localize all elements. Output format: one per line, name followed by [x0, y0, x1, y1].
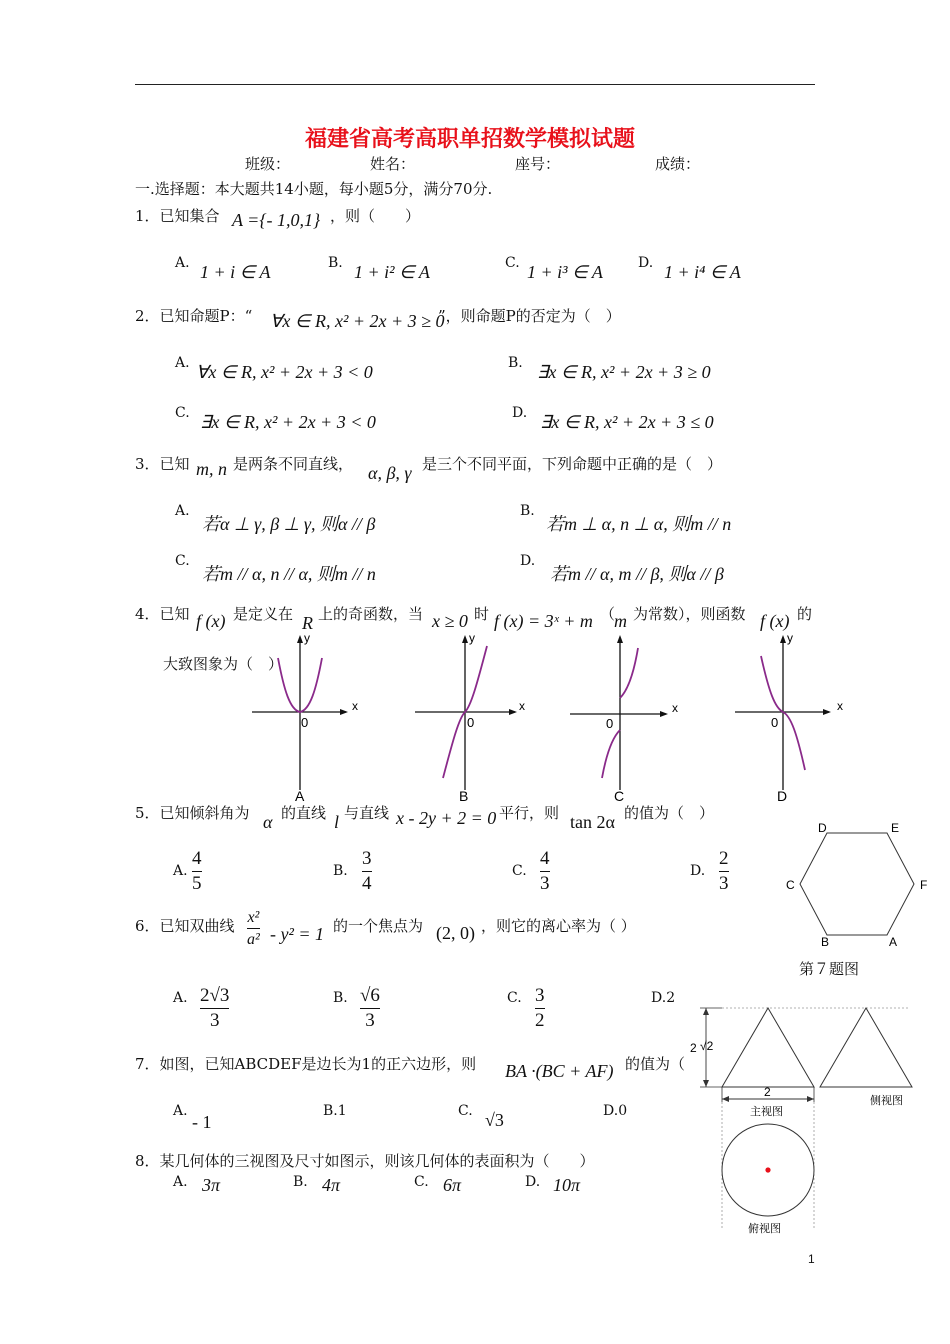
q7-option-d-key: D.	[603, 1103, 619, 1119]
hexagon-vertex-d: D	[818, 821, 827, 835]
q4-graph-b-origin: 0	[467, 715, 475, 730]
hexagon-figure	[782, 818, 928, 968]
q6-option-c-key: C.	[507, 990, 522, 1006]
q4-graph-a	[252, 630, 362, 804]
q1-option-d-key: D.	[638, 255, 654, 271]
q3-expr-planes: α, β, γ	[368, 463, 412, 483]
q4-graph-b-x-label: x	[519, 699, 525, 713]
q2-option-d-key: D.	[512, 405, 528, 421]
q5-text-5: 的值为（ ）	[624, 804, 715, 822]
hexagon-vertex-c: C	[786, 878, 795, 892]
q4-expr-fx: f (x) = 3ˣ + m	[494, 611, 593, 631]
hexagon-vertex-f: F	[920, 878, 928, 892]
q8-stem: 8．某几何体的三视图及尺寸如图示，则该几何体的表面积为（ ）	[135, 1152, 595, 1170]
q6-expr-focus: (2, 0)	[436, 923, 475, 943]
q5-option-c-key: C.	[512, 863, 527, 879]
q3-option-a: 若α ⊥ γ, β ⊥ γ, 则α // β	[202, 514, 376, 534]
q4-graph-c	[570, 630, 685, 804]
q3-option-b: 若m ⊥ α, n ⊥ α, 则m // n	[546, 514, 732, 534]
q7-text-1: 7．如图，已知ABCDEF是边长为1的正六边形，则	[135, 1055, 477, 1073]
q2-tail: ”，则命题P的否定为（ ）	[438, 307, 621, 325]
q6-option-b-num: √6	[360, 985, 380, 1006]
q4-graph-a-origin: 0	[301, 715, 309, 730]
field-class: 班级：	[245, 155, 291, 173]
q5-option-b	[362, 848, 372, 895]
q1-option-c: 1 + i³ ∈ A	[527, 262, 603, 282]
page-number: 1	[808, 1252, 815, 1266]
q4-graph-a-x-label: x	[352, 699, 358, 713]
q3-option-b-key: B.	[520, 503, 535, 519]
q8-option-c: 6π	[443, 1175, 462, 1195]
q6-text-1: 6．已知双曲线	[135, 917, 235, 935]
q4-expr-f: f (x)	[196, 611, 226, 631]
q6-expr-rest: - y² = 1	[270, 924, 325, 944]
q4-text-6: 为常数），则函数	[633, 605, 746, 623]
height-label-root: √2	[700, 1039, 714, 1053]
q6-frac-num: x²	[247, 909, 260, 926]
hexagon-vertex-e: E	[891, 821, 900, 835]
height-label-coef: 2	[690, 1041, 697, 1055]
q7-option-b-key: B.	[323, 1103, 338, 1119]
q5-option-a-den: 5	[192, 873, 202, 894]
q1-expr: A ={- 1,0,1}	[232, 210, 321, 230]
q2-option-d: ∃x ∈ R, x² + 2x + 3 ≤ 0	[540, 412, 714, 432]
field-name: 姓名：	[370, 155, 416, 173]
q7-option-b	[323, 1103, 347, 1119]
page-title: 福建省高考高职单招数学模拟试题	[305, 126, 636, 152]
q4-graph-c-origin: 0	[606, 716, 614, 731]
q8-option-a-key: A.	[173, 1174, 188, 1190]
q5-option-c	[540, 848, 550, 895]
q5-option-b-num: 3	[362, 848, 372, 869]
q4-text-5: （	[600, 605, 616, 623]
q3-option-a-key: A.	[175, 503, 190, 519]
q1-tail: ，则（ ）	[330, 207, 421, 225]
q5-option-d-key: D.	[690, 863, 706, 879]
q5-option-c-den: 3	[540, 873, 550, 894]
q8-option-a: 3π	[202, 1175, 221, 1195]
q7-option-b-value: 1	[337, 1103, 347, 1119]
q6-option-c-num: 3	[535, 985, 545, 1006]
q8-option-b-key: B.	[293, 1174, 308, 1190]
q8-option-b: 4π	[322, 1175, 341, 1195]
q3-option-d-key: D.	[520, 553, 536, 569]
q4-graph-b	[415, 630, 530, 804]
q5-text-3: 与直线	[344, 804, 390, 822]
width-label: 2	[764, 1085, 771, 1099]
q5-text-2: 的直线	[281, 804, 327, 822]
q4-graph-d-x-label: x	[837, 699, 843, 713]
q6-option-d-key: D.	[651, 990, 667, 1006]
q1-option-a: 1 + i ∈ A	[200, 262, 271, 282]
q7-option-a-key: A.	[173, 1103, 188, 1119]
hexagon-vertex-b: B	[821, 935, 830, 949]
field-seat: 座号：	[515, 155, 561, 173]
q6-option-c-den: 2	[535, 1010, 545, 1031]
q7-option-d	[603, 1103, 627, 1119]
q6-text-3: ，则它的离心率为（ ）	[481, 917, 636, 935]
q5-option-b-den: 4	[362, 873, 372, 894]
q4-graph-a-y-label: y	[304, 631, 310, 645]
q6-option-a-den: 3	[209, 1010, 220, 1031]
q4-text-3: 上的奇函数，当	[318, 605, 424, 623]
q1-option-a-key: A.	[175, 255, 190, 271]
q4-graph-a-label: A	[295, 788, 305, 804]
q5-option-a	[192, 848, 202, 895]
q7-option-c: √3	[485, 1110, 504, 1130]
q3-option-c-key: C.	[175, 553, 190, 569]
q2-option-c-key: C.	[175, 405, 190, 421]
q4-graph-d-label: D	[777, 788, 788, 804]
q1-option-d: 1 + i⁴ ∈ A	[664, 262, 741, 282]
q5-option-c-num: 4	[540, 848, 550, 869]
section-heading: 一.选择题：本大题共14小题，每小题5分，满分70分.	[135, 180, 493, 198]
q4-expr-f2: f (x)	[760, 611, 790, 631]
q4-expr-m: m	[614, 611, 627, 631]
q6-option-a-num: 2√3	[200, 985, 230, 1006]
q3-tail: 是三个不同平面，下列命题中正确的是（ ）	[422, 455, 723, 473]
q3-expr-lines: m, n	[196, 459, 227, 479]
three-view-figure	[680, 1000, 920, 1240]
q2-option-a-key: A.	[175, 355, 190, 371]
q5-text-1: 5．已知倾斜角为	[135, 804, 250, 822]
q5-option-b-key: B.	[333, 863, 348, 879]
hexagon-vertex-a: A	[889, 935, 898, 949]
q6-text-2: 的一个焦点为	[333, 917, 424, 935]
q6-option-b-key: B.	[333, 990, 348, 1006]
q2-option-b-key: B.	[508, 355, 523, 371]
q8-option-d: 10π	[553, 1175, 581, 1195]
q5-option-a-key: A.	[173, 863, 188, 879]
q7-expr: BA ·(BC + AF)	[505, 1061, 614, 1081]
q4-text-1: 4．已知	[135, 605, 190, 623]
q2-option-b: ∃x ∈ R, x² + 2x + 3 ≥ 0	[537, 362, 711, 382]
q8-option-c-key: C.	[414, 1174, 429, 1190]
q6-frac-den: a²	[247, 931, 260, 948]
q2-stem: 2．已知命题P：“	[135, 307, 253, 325]
q1-option-b-key: B.	[328, 255, 343, 271]
q1-stem: 1．已知集合	[135, 207, 220, 225]
q6-option-d	[651, 990, 675, 1006]
q6-expr-frac	[247, 908, 260, 949]
q7-option-d-value: 0	[618, 1103, 628, 1119]
q4-expr-r: R	[302, 613, 313, 633]
q5-option-a-num: 4	[192, 848, 202, 869]
q4-text-4: 时	[474, 605, 490, 623]
front-view-label: 主视图	[750, 1105, 783, 1118]
q6-option-b	[360, 985, 380, 1032]
q3-stem: 3．已知	[135, 455, 190, 473]
q4-graph-b-label: B	[459, 788, 469, 804]
top-rule	[135, 84, 815, 85]
hexagon-caption: 第７题图	[799, 960, 860, 978]
q1-option-c-key: C.	[505, 255, 520, 271]
q3-option-d: 若m // α, m // β, 则α // β	[550, 564, 724, 584]
top-view-label: 俯视图	[748, 1222, 781, 1235]
q3-option-c: 若m // α, n // α, 则m // n	[202, 564, 376, 584]
q5-expr-line: x - 2y + 2 = 0	[396, 808, 497, 828]
side-view-label: 侧视图	[870, 1094, 903, 1107]
q5-option-d	[719, 848, 729, 895]
q7-text-2: 的值为（	[625, 1055, 686, 1073]
q4-graph-c-x-label: x	[672, 701, 678, 715]
q5-text-4: 平行，则	[499, 804, 560, 822]
q2-option-a: ∀x ∈ R, x² + 2x + 3 < 0	[196, 362, 373, 382]
field-score: 成绩：	[655, 155, 701, 173]
q8-option-d-key: D.	[525, 1174, 541, 1190]
q5-option-d-den: 3	[719, 873, 729, 894]
q7-option-c-key: C.	[458, 1103, 473, 1119]
q5-expr-alpha: α	[263, 812, 273, 832]
q4-graph-c-label: C	[614, 788, 625, 804]
q5-option-d-num: 2	[719, 848, 729, 869]
q4-graph-b-y-label: y	[469, 631, 475, 645]
q4-graph-d-y-label: y	[787, 631, 793, 645]
q2-expr: ∀x ∈ R, x² + 2x + 3 ≥ 0	[270, 311, 445, 331]
q6-option-d-value: 2	[666, 990, 676, 1006]
q6-option-c	[535, 985, 545, 1032]
q5-expr-l: l	[334, 812, 340, 832]
q6-option-b-den: 3	[365, 1010, 375, 1031]
q4-text-8: 大致图象为（ ）	[163, 655, 284, 673]
q5-expr-tan: tan 2α	[570, 812, 615, 832]
q4-text-7: 的	[797, 605, 813, 623]
q4-graph-d	[735, 630, 850, 804]
q6-option-a-key: A.	[173, 990, 188, 1006]
q7-option-a: - 1	[192, 1112, 212, 1132]
q2-option-c: ∃x ∈ R, x² + 2x + 3 < 0	[200, 412, 376, 432]
q4-expr-x: x ≥ 0	[432, 611, 468, 631]
q4-text-2: 是定义在	[233, 605, 294, 623]
q3-mid: 是两条不同直线，	[233, 455, 354, 473]
q4-graph-d-origin: 0	[771, 715, 779, 730]
q1-option-b: 1 + i² ∈ A	[354, 262, 430, 282]
q6-option-a	[200, 985, 229, 1032]
